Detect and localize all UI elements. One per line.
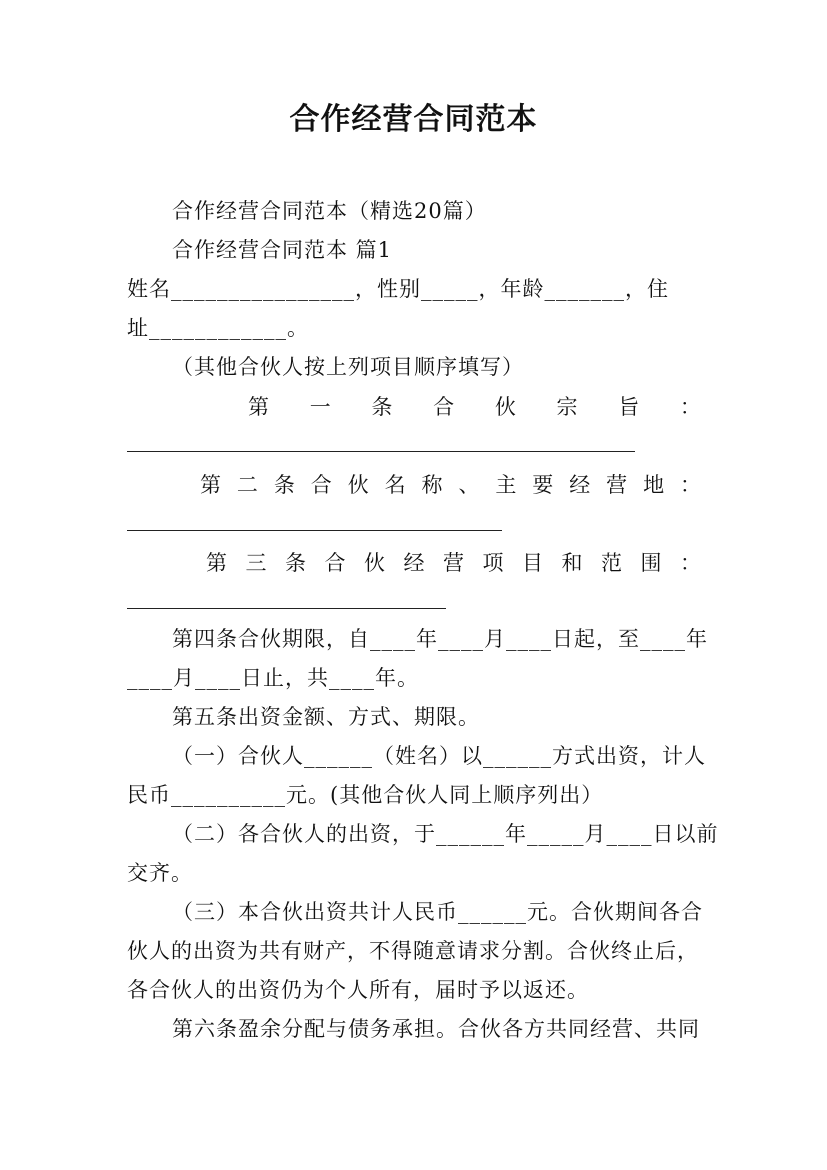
article-1-blank (127, 451, 635, 452)
heading-glyph: 三 (245, 551, 268, 575)
heading-glyph: ： (680, 551, 702, 575)
heading-glyph: 伙 (494, 395, 517, 419)
article-5-item-2: （二）各合伙人的出资，于______年_____月____日以前 (172, 822, 719, 846)
heading-glyph: 伙 (347, 473, 370, 497)
heading-glyph: 第 (248, 395, 270, 419)
heading-glyph: 范 (601, 551, 623, 575)
heading-glyph: 合 (310, 473, 333, 497)
heading-glyph: 宗 (556, 395, 579, 419)
document-title: 合作经营合同范本 (289, 102, 538, 137)
heading-glyph: 营 (606, 473, 629, 497)
article-2-heading (200, 470, 702, 500)
heading-glyph: 一 (309, 395, 332, 419)
article-5-item-1: （一）合伙人______（姓名）以______方式出资，计人 (172, 744, 706, 768)
party-info-line: 姓名________________，性别_____，年龄_______，住 (127, 277, 669, 301)
party-address-line: 址____________。 (127, 316, 309, 340)
article-4-line: 第四条合伙期限，自____年____月____日起，至____年 (172, 627, 708, 651)
heading-glyph: 经 (403, 551, 426, 575)
heading-glyph: ： (679, 473, 702, 497)
article-6-heading: 第六条盈余分配与债务承担。合伙各方共同经营、共同 (172, 1017, 700, 1041)
article-5-item-2-continued: 交齐。 (127, 861, 193, 885)
heading-glyph: 伙 (364, 551, 386, 575)
heading-glyph: 营 (443, 551, 465, 575)
heading-glyph: 要 (532, 473, 555, 497)
note-line: （其他合伙人按上列项目顺序填写） (172, 355, 524, 379)
heading-glyph: 第 (206, 551, 228, 575)
article-5-item-3-continued-1: 伙人的出资为共有财产，不得随意请求分割。合伙终止后， (127, 939, 699, 963)
heading-glyph: 项 (482, 551, 505, 575)
heading-glyph: 地 (643, 473, 666, 497)
heading-glyph: 合 (324, 551, 347, 575)
heading-glyph: 合 (433, 395, 456, 419)
article-4-continued: ____月____日止，共____年。 (127, 666, 419, 690)
heading-glyph: 围 (640, 551, 663, 575)
heading-glyph: 条 (273, 473, 296, 497)
article-3-blank (127, 608, 446, 609)
article-5-item-3: （三）本合伙出资共计人民币______元。合伙期间各合 (172, 900, 703, 924)
heading-glyph: 、 (458, 473, 481, 497)
section-heading: 合作经营合同范本 篇1 (172, 238, 393, 262)
article-2-blank (127, 530, 502, 531)
heading-glyph: 目 (522, 551, 544, 575)
heading-glyph: 和 (561, 551, 584, 575)
heading-glyph: 称 (421, 473, 444, 497)
article-5-item-1-continued: 民币__________元。(其他合伙人同上顺序列出） (127, 783, 604, 807)
heading-glyph: 条 (285, 551, 307, 575)
article-5-heading: 第五条出资金额、方式、期限。 (172, 705, 480, 729)
article-3-heading (206, 548, 702, 578)
heading-glyph: 第 (200, 473, 222, 497)
heading-glyph: 旨 (618, 395, 641, 419)
subtitle-line: 合作经营合同范本（精选20篇） (172, 199, 487, 223)
heading-glyph: 名 (384, 473, 407, 497)
heading-glyph: ： (679, 395, 702, 419)
article-5-item-3-continued-2: 各合伙人的出资仍为个人所有，届时予以返还。 (127, 978, 589, 1002)
heading-glyph: 经 (569, 473, 592, 497)
heading-glyph: 二 (236, 473, 259, 497)
heading-glyph: 条 (371, 395, 394, 419)
heading-glyph: 主 (495, 473, 518, 497)
article-1-heading (248, 392, 702, 422)
